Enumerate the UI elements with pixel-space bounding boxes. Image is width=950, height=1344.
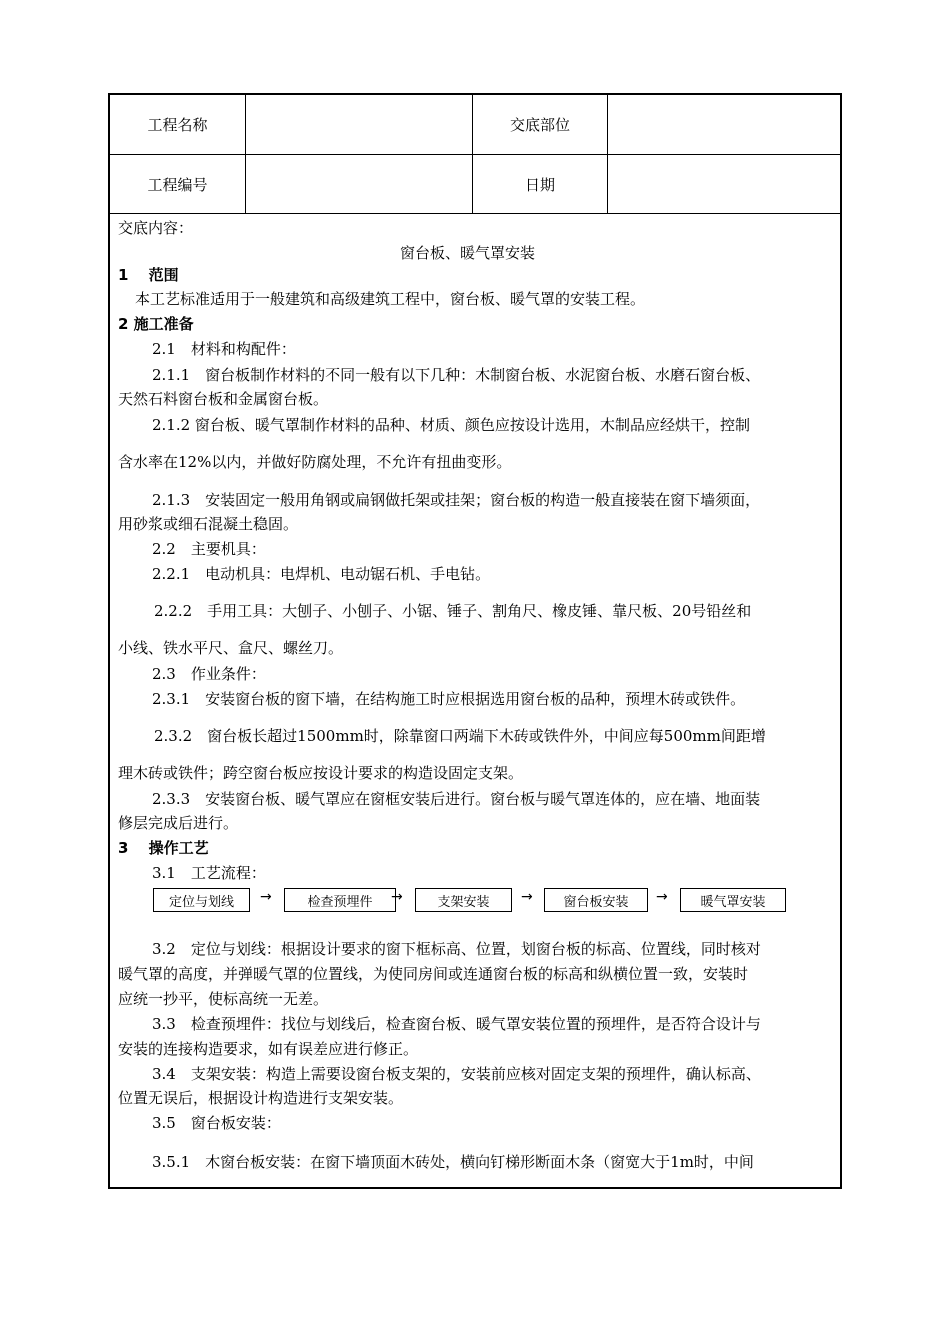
paragraph-line: 2.3.1 安装窗台板的窗下墙，在结构施工时应根据选用窗台板的品种，预埋木砖或铁件。 — [152, 690, 746, 708]
subsection-heading: 3.5 窗台板安装： — [152, 1114, 281, 1132]
flow-step-bracket-install: 支架安装 — [415, 888, 512, 912]
project-name-field[interactable] — [246, 95, 472, 154]
document-frame — [108, 93, 842, 1189]
paragraph-line: 2.1.3 安装固定一般用角钢或扁钢做托架或挂架；窗台板的构造一般直接装在窗下墙须面， — [152, 491, 761, 509]
date-label: 日期 — [524, 175, 555, 194]
paragraph-line: 本工艺标准适用于一般建筑和高级建筑工程中，窗台板、暖气罩的安装工程。 — [135, 290, 646, 308]
section-heading: 1 范围 — [118, 266, 179, 284]
subsection-heading: 3.1 工艺流程： — [152, 864, 266, 882]
paragraph-line: 应统一抄平，使标高统一无差。 — [118, 990, 329, 1008]
paragraph-line: 理木砖或铁件；跨空窗台板应按设计要求的构造设固定支架。 — [118, 764, 524, 782]
flow-step-check-embedded: 检查预埋件 — [284, 888, 396, 912]
handover-part-label: 交底部位 — [509, 116, 570, 134]
arrow-right-icon: → — [521, 889, 533, 905]
handover-part-field[interactable] — [608, 95, 840, 154]
paragraph-line: 安装的连接构造要求，如有误差应进行修正。 — [118, 1040, 419, 1058]
project-number-field[interactable] — [246, 155, 472, 213]
document-title: 窗台板、暖气罩安装 — [400, 244, 536, 262]
flow-step-cover-install: 暖气罩安装 — [680, 888, 786, 912]
paragraph-line: 小线、铁水平尺、盒尺、螺丝刀。 — [118, 639, 344, 657]
subsection-heading: 2.3 作业条件： — [152, 665, 266, 683]
subsection-heading: 2.1 材料和构配件： — [152, 340, 296, 358]
project-number-label: 工程编号 — [147, 175, 208, 194]
paragraph-line: 暖气罩的高度，并弹暖气罩的位置线，为使同房间或连通窗台板的标高和纵横位置一致，安装时 — [118, 965, 749, 983]
arrow-right-icon: → — [656, 889, 668, 905]
intro-label: 交底内容： — [118, 219, 194, 237]
paragraph-line: 2.1.2 窗台板、暖气罩制作材料的品种、材质、颜色应按设计选用，木制品应经烘干，控制 — [152, 416, 750, 434]
date-field[interactable] — [608, 155, 840, 213]
paragraph-line: 3.3 检查预埋件：找位与划线后，检查窗台板、暖气罩安装位置的预埋件，是否符合设计与 — [152, 1015, 761, 1033]
paragraph-line: 2.1.1 窗台板制作材料的不同一般有以下几种：木制窗台板、水泥窗台板、水磨石窗台板、 — [152, 366, 761, 384]
divider — [110, 213, 840, 214]
subsection-heading: 2.2 主要机具： — [152, 540, 266, 558]
section-heading: 3 操作工艺 — [118, 839, 209, 857]
paragraph-line: 3.4 支架安装：构造上需要设窗台板支架的，安装前应核对固定支架的预埋件，确认标高、 — [152, 1065, 761, 1083]
project-name-label: 工程名称 — [147, 116, 208, 134]
paragraph-line: 修层完成后进行。 — [118, 814, 239, 832]
paragraph-line: 2.3.2 窗台板长超过1500mm时，除靠窗口两端下木砖或铁件外，中间应每500mm间距增 — [154, 727, 766, 745]
paragraph-line: 位置无误后，根据设计构造进行支架安装。 — [118, 1089, 404, 1107]
flow-step-positioning: 定位与划线 — [153, 888, 250, 912]
paragraph-line: 2.2.1 电动机具：电焊机、电动锯石机、手电钻。 — [152, 565, 491, 583]
header-table — [110, 95, 840, 214]
paragraph-line: 3.5.1 木窗台板安装：在窗下墙顶面木砖处，横向钉梯形断面木条（窗宽大于1m时，中间 — [152, 1153, 754, 1171]
flow-step-sill-install: 窗台板安装 — [544, 888, 648, 912]
paragraph-line: 2.3.3 安装窗台板、暖气罩应在窗框安装后进行。窗台板与暖气罩连体的，应在墙、地面装 — [152, 790, 761, 808]
arrow-right-icon: → — [391, 889, 403, 905]
arrow-right-icon: → — [260, 889, 272, 905]
paragraph-line: 用砂浆或细石混凝土稳固。 — [118, 515, 299, 533]
paragraph-line: 天然石料窗台板和金属窗台板。 — [118, 390, 329, 408]
paragraph-line: 3.2 定位与划线：根据设计要求的窗下框标高、位置，划窗台板的标高、位置线，同时核对 — [152, 940, 761, 958]
section-heading: 2 施工准备 — [118, 315, 194, 333]
paragraph-line: 2.2.2 手用工具：大刨子、小刨子、小锯、锤子、割角尺、橡皮锤、靠尺板、20号铅丝和 — [154, 602, 752, 620]
paragraph-line: 含水率在12%以内，并做好防腐处理，不允许有扭曲变形。 — [118, 453, 512, 471]
